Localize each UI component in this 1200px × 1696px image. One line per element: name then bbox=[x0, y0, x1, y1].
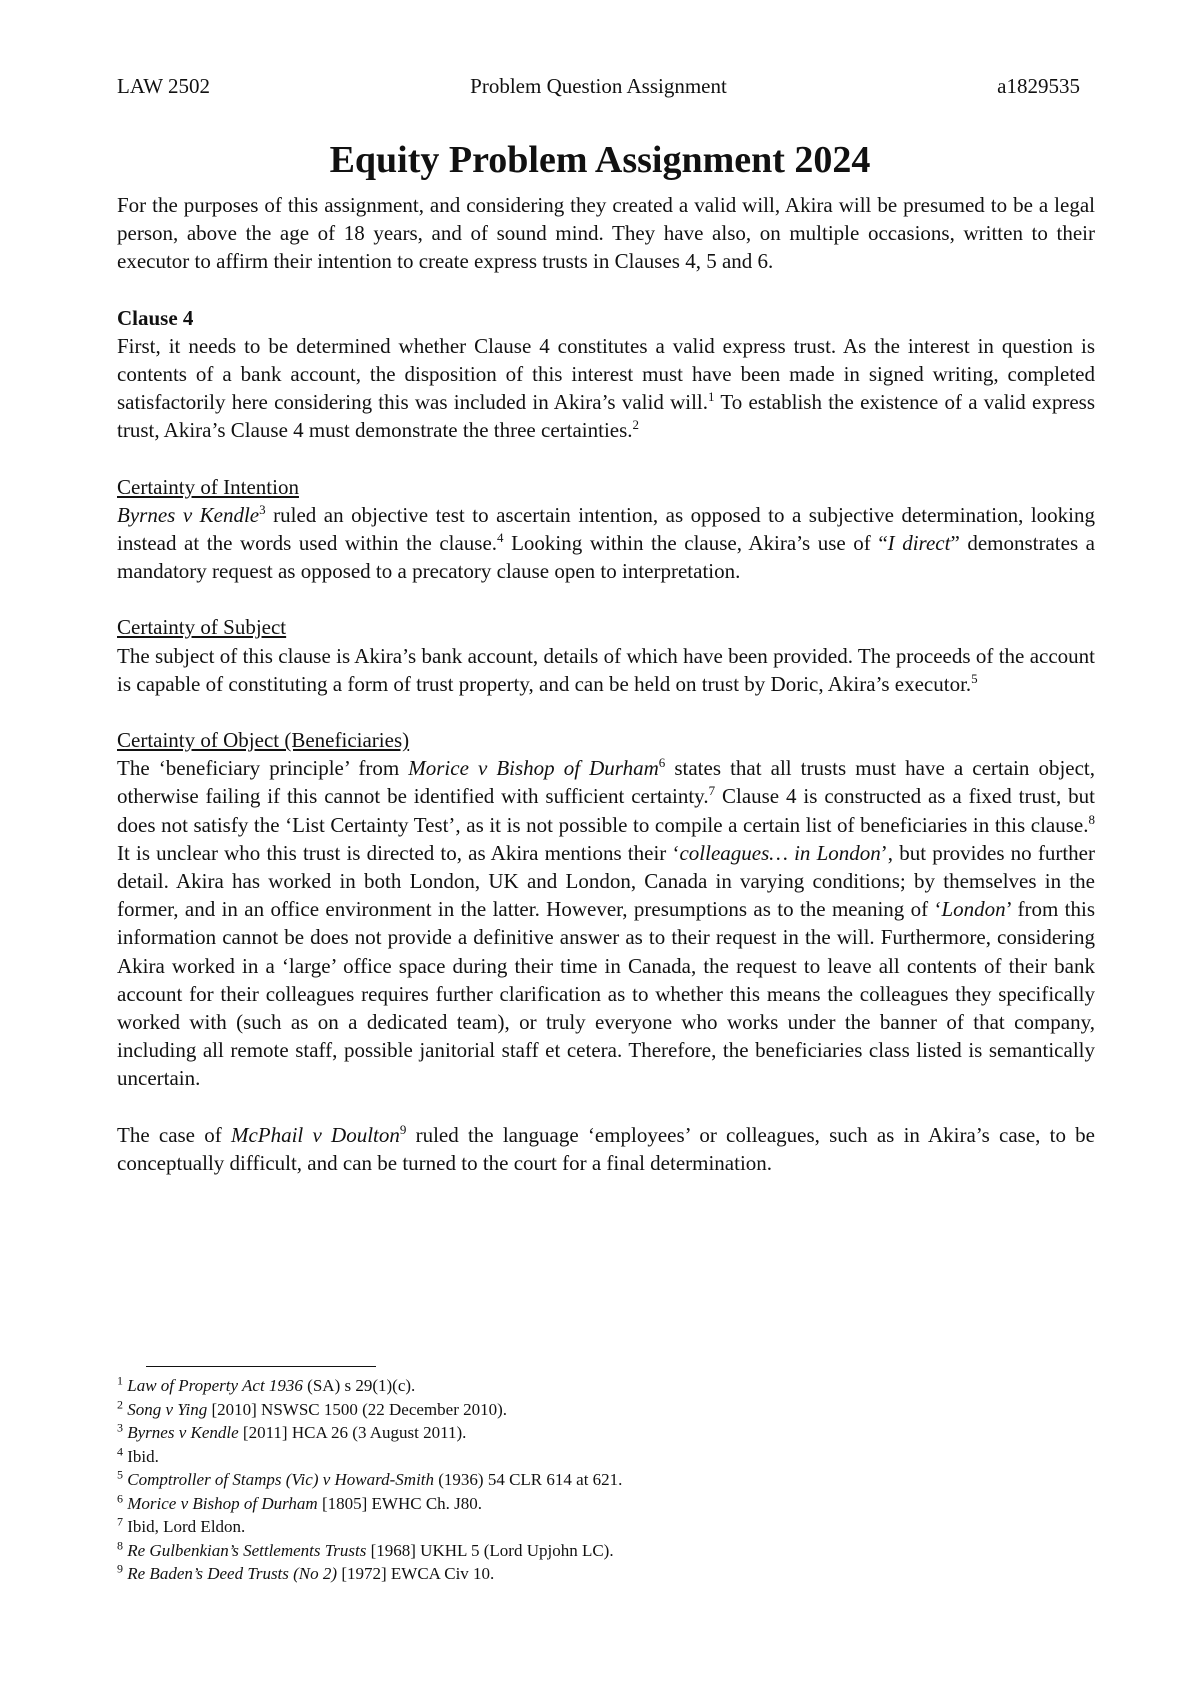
quoted-phrase: London bbox=[941, 897, 1006, 922]
footnote-number: 6 bbox=[117, 1490, 123, 1505]
mcphail-text-1: The case of bbox=[117, 1122, 231, 1147]
footnote-ref: 5 bbox=[971, 670, 978, 686]
clause4-text-2: To establish the existence of a valid express trust, Akira’s Clause 4 must demonstrate the three certainties. bbox=[117, 390, 1095, 443]
certainty-object-heading: Certainty of Object (Beneficiaries) bbox=[117, 728, 410, 753]
footnote-number: 7 bbox=[117, 1514, 123, 1529]
footnote-number: 9 bbox=[117, 1561, 123, 1576]
footnote-text: [2010] NSWSC 1500 (22 December 2010). bbox=[207, 1399, 508, 1419]
footnote-ref: 3 bbox=[259, 501, 266, 517]
intention-text-2: Looking within the clause, Akira’s use of “ bbox=[503, 531, 888, 556]
object-text-4: It is unclear who this trust is directed to, as Akira mentions their ‘ bbox=[117, 840, 680, 865]
object-text-3: Clause 4 is constructed as a fixed trust, but does not satisfy the ‘List Certainty Test’, as it is not possible to compile a certain list of beneficiaries in this clause. bbox=[117, 784, 1095, 837]
footnote-ref: 7 bbox=[708, 783, 716, 799]
footnote-text: [1972] EWCA Civ 10. bbox=[337, 1564, 495, 1583]
mcphail-text-2: ruled the language ‘employees’ or colleagues, such as in Akira’s case, to be conceptually difficult, and can be turned to the court for a final determination. bbox=[117, 1122, 1095, 1175]
footnote bbox=[117, 1515, 1095, 1539]
certainty-object-paragraph bbox=[117, 754, 1095, 1092]
certainty-subject-paragraph bbox=[117, 642, 1095, 698]
footnote-case: Re Baden’s Deed Trusts (No 2) bbox=[127, 1564, 338, 1583]
header-student-id: a1829535 bbox=[997, 74, 1080, 98]
intro-paragraph: For the purposes of this assignment, and considering they created a valid will, Akira will be presumed to be a legal person, above the age of 18 years, and of sound mind. They have also, on multiple occasions, written to their executor to affirm their intention to create express trusts in Clauses 4, 5 and 6. bbox=[117, 193, 1095, 274]
footnote-text: [2011] HCA 26 (3 August 2011). bbox=[238, 1423, 467, 1442]
object-text-5: ’, but provides no further detail. Akira has worked in both London, UK and London, Canada in varying conditions; by themselves in the former, and in an office environment in the latter. However, presumptions as to the meaning of ‘ bbox=[117, 840, 1095, 922]
footnote-number: 4 bbox=[117, 1443, 123, 1458]
certainty-intention-heading: Certainty of Intention bbox=[117, 474, 299, 499]
object-text-2: states that all trusts must have a certain object, otherwise failing if this cannot be identified with sufficient certainty. bbox=[117, 756, 1095, 809]
footnote bbox=[117, 1398, 1095, 1422]
footnote-case: Song v Ying bbox=[127, 1399, 208, 1419]
clause4-heading: Clause 4 bbox=[117, 305, 194, 330]
footnote-case: Byrnes v Kendle bbox=[127, 1423, 239, 1442]
subject-text: The subject of this clause is Akira’s bank account, details of which have been provided. The proceeds of the account is capable of constituting a form of trust property, and can be held on trust by Doric, Akira’s executor. bbox=[117, 643, 1095, 696]
footnote-text: Ibid. bbox=[127, 1446, 159, 1466]
object-text-6: ’ from this information cannot be does not provide a definitive answer as to their request in the will. Furthermore, considering Akira worked in a ‘large’ office space during their time in Canada, the request to leave all contents of their bank account for their colleagues requires further clarification as to whether this means the colleagues they specifically worked with (such as on a dedicated team), or truly everyone who works under the banner of that company, including all remote staff, possible janitorial staff et cetera. Therefore, the beneficiaries class listed is semantically uncertain. bbox=[117, 897, 1095, 1091]
header-assignment-name: Problem Question Assignment bbox=[470, 74, 727, 98]
intention-text-1: ruled an objective test to ascertain intention, as opposed to a subjective determination, looking instead at the words used within the clause. bbox=[117, 502, 1095, 556]
intention-text-3: ” demonstrates a mandatory request as opposed to a precatory clause open to interpretation. bbox=[117, 531, 1095, 584]
footnote-number: 5 bbox=[117, 1467, 123, 1482]
footnote-ref: 6 bbox=[658, 755, 666, 771]
page-header bbox=[117, 74, 1080, 104]
footnote-ref: 1 bbox=[708, 389, 715, 405]
footnote bbox=[117, 1492, 1095, 1516]
document-title: Equity Problem Assignment 2024 bbox=[329, 139, 871, 181]
document-body bbox=[117, 191, 1095, 1177]
certainty-intention-paragraph bbox=[117, 501, 1095, 586]
footnote-text: Ibid, Lord Eldon. bbox=[127, 1517, 246, 1536]
footnote bbox=[117, 1421, 1095, 1445]
footnote bbox=[117, 1374, 1095, 1398]
quoted-phrase: I direct bbox=[887, 531, 951, 556]
footnote bbox=[117, 1445, 1095, 1469]
quoted-phrase: colleagues… in London bbox=[679, 840, 881, 865]
footnote-number: 3 bbox=[117, 1420, 123, 1435]
mcphail-paragraph bbox=[117, 1121, 1095, 1177]
footnote-text: [1968] UKHL 5 (Lord Upjohn LC). bbox=[366, 1540, 614, 1560]
footnote-number: 1 bbox=[117, 1373, 123, 1388]
footnote-number: 2 bbox=[117, 1396, 123, 1411]
footnote-text: [1805] EWHC Ch. J80. bbox=[317, 1493, 483, 1513]
footnote-ref: 9 bbox=[399, 1121, 407, 1137]
clause4-paragraph bbox=[117, 332, 1095, 445]
footnote-case: Morice v Bishop of Durham bbox=[127, 1493, 318, 1513]
footnote-ref: 8 bbox=[1088, 811, 1095, 827]
footnote bbox=[117, 1539, 1095, 1563]
certainty-subject-heading: Certainty of Subject bbox=[117, 615, 287, 640]
footnote-separator bbox=[146, 1366, 376, 1367]
footnote bbox=[117, 1468, 1095, 1492]
clause4-text-1: First, it needs to be determined whether Clause 4 constitutes a valid express trust. As the interest in question is contents of a bank account, the disposition of this interest must have been made in signed writing, completed satisfactorily here considering this was included in Akira’s valid will. bbox=[117, 333, 1095, 415]
object-text-1: The ‘beneficiary principle’ from bbox=[117, 756, 409, 781]
footnote bbox=[117, 1562, 1095, 1586]
footnote-number: 8 bbox=[117, 1537, 123, 1552]
footnote-ref: 4 bbox=[497, 530, 504, 546]
footnotes bbox=[117, 1374, 1095, 1586]
footnote-text: (SA) s 29(1)(c). bbox=[302, 1376, 416, 1395]
footnote-text: (1936) 54 CLR 614 at 621. bbox=[434, 1470, 623, 1489]
case-name: McPhail v Doulton bbox=[230, 1122, 400, 1147]
footnote-case: Law of Property Act 1936 bbox=[127, 1376, 303, 1395]
footnote-case: Re Gulbenkian’s Settlements Trusts bbox=[127, 1540, 367, 1560]
case-name: Morice v Bishop of Durham bbox=[408, 756, 659, 781]
case-name: Byrnes v Kendle bbox=[117, 502, 260, 527]
footnote-ref: 2 bbox=[632, 417, 640, 433]
header-course-code: LAW 2502 bbox=[117, 74, 211, 98]
footnote-case: Comptroller of Stamps (Vic) v Howard-Smith bbox=[127, 1470, 435, 1489]
